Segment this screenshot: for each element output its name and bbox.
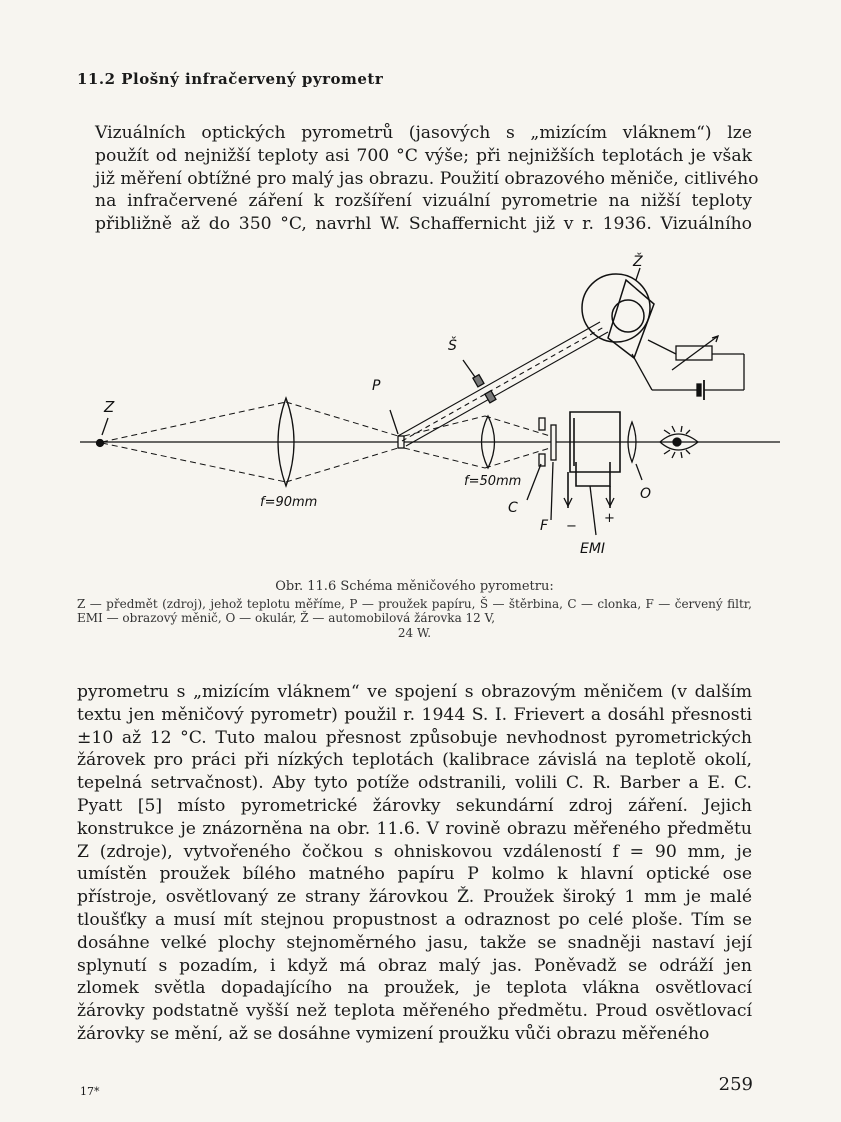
pyrometer-schematic-figure: [80, 250, 780, 570]
page-number: 259: [718, 1074, 753, 1095]
signature-mark: 17*: [80, 1085, 100, 1098]
text-line: přístroje, osvětlovaný ze strany žárovkou Ž. Proužek široký 1 mm je malé: [77, 887, 752, 908]
text-line: Pyatt [5] místo pyrometrické žárovky sekundární zdroj záření. Jejich: [77, 795, 752, 816]
text-line: ±10 až 12 °C. Tuto malou přesnost způsobuje nevhodnost pyrometrických: [77, 727, 752, 748]
text-line: Vizuálních optických pyrometrů (jasových s „mizícím vláknem“) lze: [95, 123, 752, 143]
label-minus: −: [566, 519, 577, 534]
caption-title: Obr. 11.6 Schéma měničového pyrometru:: [275, 579, 554, 594]
label-emi: EMI: [580, 541, 606, 557]
eyepiece-o-pointer: [636, 464, 642, 480]
caption-text: Z — předmět (zdroj), jehož teplotu měříme, P — proužek papíru, Š — štěrbina, C — clonka, F — červený filtr, EMI — obrazový měnič, O — okulár, Ž — automobilová žárovka 12 V,: [77, 596, 752, 625]
text-line: žárovky podstatně vyšší než teplota měřeného předmětu. Proud osvětlovací: [77, 1001, 752, 1022]
aperture-c-top: [539, 418, 545, 430]
paragraph-main: [77, 681, 752, 1046]
text-line: textu jen měničový pyrometr) použil r. 1944 S. I. Frievert a dosáhl přesnosti: [77, 704, 752, 725]
slit-s-pointer: [463, 360, 475, 377]
text-line: zlomek světla dopadajícího na proužek, je teplota vlákna osvětlovací: [77, 978, 752, 999]
filter-f-pointer: [551, 462, 553, 520]
label-lens2-focal: f=50mm: [464, 474, 522, 489]
text-line: přibližně až do 350 °C, navrhl W. Schaffernicht již v r. 1936. Vizuálního: [95, 214, 752, 235]
section-heading: 11.2 Plošný infračervený pyrometr: [77, 70, 384, 88]
source-z-pointer: [102, 418, 108, 435]
text-line: splynutí s pozadím, i když má obraz malý jas. Poněvadž se odráží jen: [77, 955, 752, 976]
bulb-circuit: [632, 336, 744, 400]
paper-strip-p: [398, 436, 404, 448]
bulb-z-housing: [582, 274, 654, 358]
label-c-aperture: C: [508, 500, 518, 516]
label-plus: +: [604, 511, 615, 526]
label-o-eyepiece: O: [640, 486, 652, 502]
text-line: tloušťky a musí mít stejnou propustnost a odraznost po celé ploše. Tím se: [77, 909, 752, 930]
text-line: konstrukce je znázorněna na obr. 11.6. V rovině obrazu měřeného předmětu: [77, 818, 752, 839]
emi-pointer: [590, 486, 596, 535]
text-line: umístěn proužek bílého matného papíru P kolmo k hlavní optické ose: [77, 864, 752, 885]
text-line: žárovky se mění, až se dosáhne vymizení proužku vůči obrazu měřeného: [77, 1023, 710, 1044]
label-z-bulb: Ž: [633, 254, 643, 270]
text-line: pyrometru s „mizícím vláknem“ ve spojení s obrazovým měničem (v dalším: [77, 682, 752, 702]
label-z-source: Z: [104, 398, 115, 416]
label-s-slit: Š: [448, 338, 457, 354]
label-f-filter: F: [540, 518, 549, 534]
text-line: žárovek pro práci při nízkých teplotách (kalibrace závislá na teplotě okolí,: [77, 750, 752, 771]
label-p-strip: P: [372, 378, 381, 394]
text-line: použít od nejnižší teploty asi 700 °C výše; při nejnižších teplotách je však: [95, 145, 752, 166]
text-line: tepelná setrvačnost). Aby tyto potíže odstranili, volili C. R. Barber a E. C.: [77, 773, 752, 794]
image-converter-emi: [568, 412, 620, 508]
illumination-path: [398, 322, 608, 446]
aperture-c-bottom: [539, 454, 545, 466]
figure-caption: [77, 580, 752, 640]
text-line: dosáhne velké plochy stejnoměrného jasu, takže se snadněji nastaví její: [77, 932, 752, 953]
text-line: již měření obtížné pro malý jas obrazu. Použití obrazového měniče, citlivého: [95, 168, 759, 189]
label-lens1-focal: f=90mm: [260, 495, 318, 510]
paragraph-intro: [77, 122, 759, 236]
red-filter-f: [551, 425, 556, 460]
text-line: Z (zdroje), vytvořeného čočkou s ohniskovou vzdáleností f = 90 mm, je: [77, 841, 752, 862]
aperture-c-pointer: [527, 464, 541, 500]
strip-p-pointer: [390, 410, 398, 434]
caption-end: 24 W.: [397, 625, 432, 640]
text-line: na infračervené záření k rozšíření vizuální pyrometrie na nižší teploty: [95, 191, 752, 212]
battery-short: [697, 384, 701, 396]
